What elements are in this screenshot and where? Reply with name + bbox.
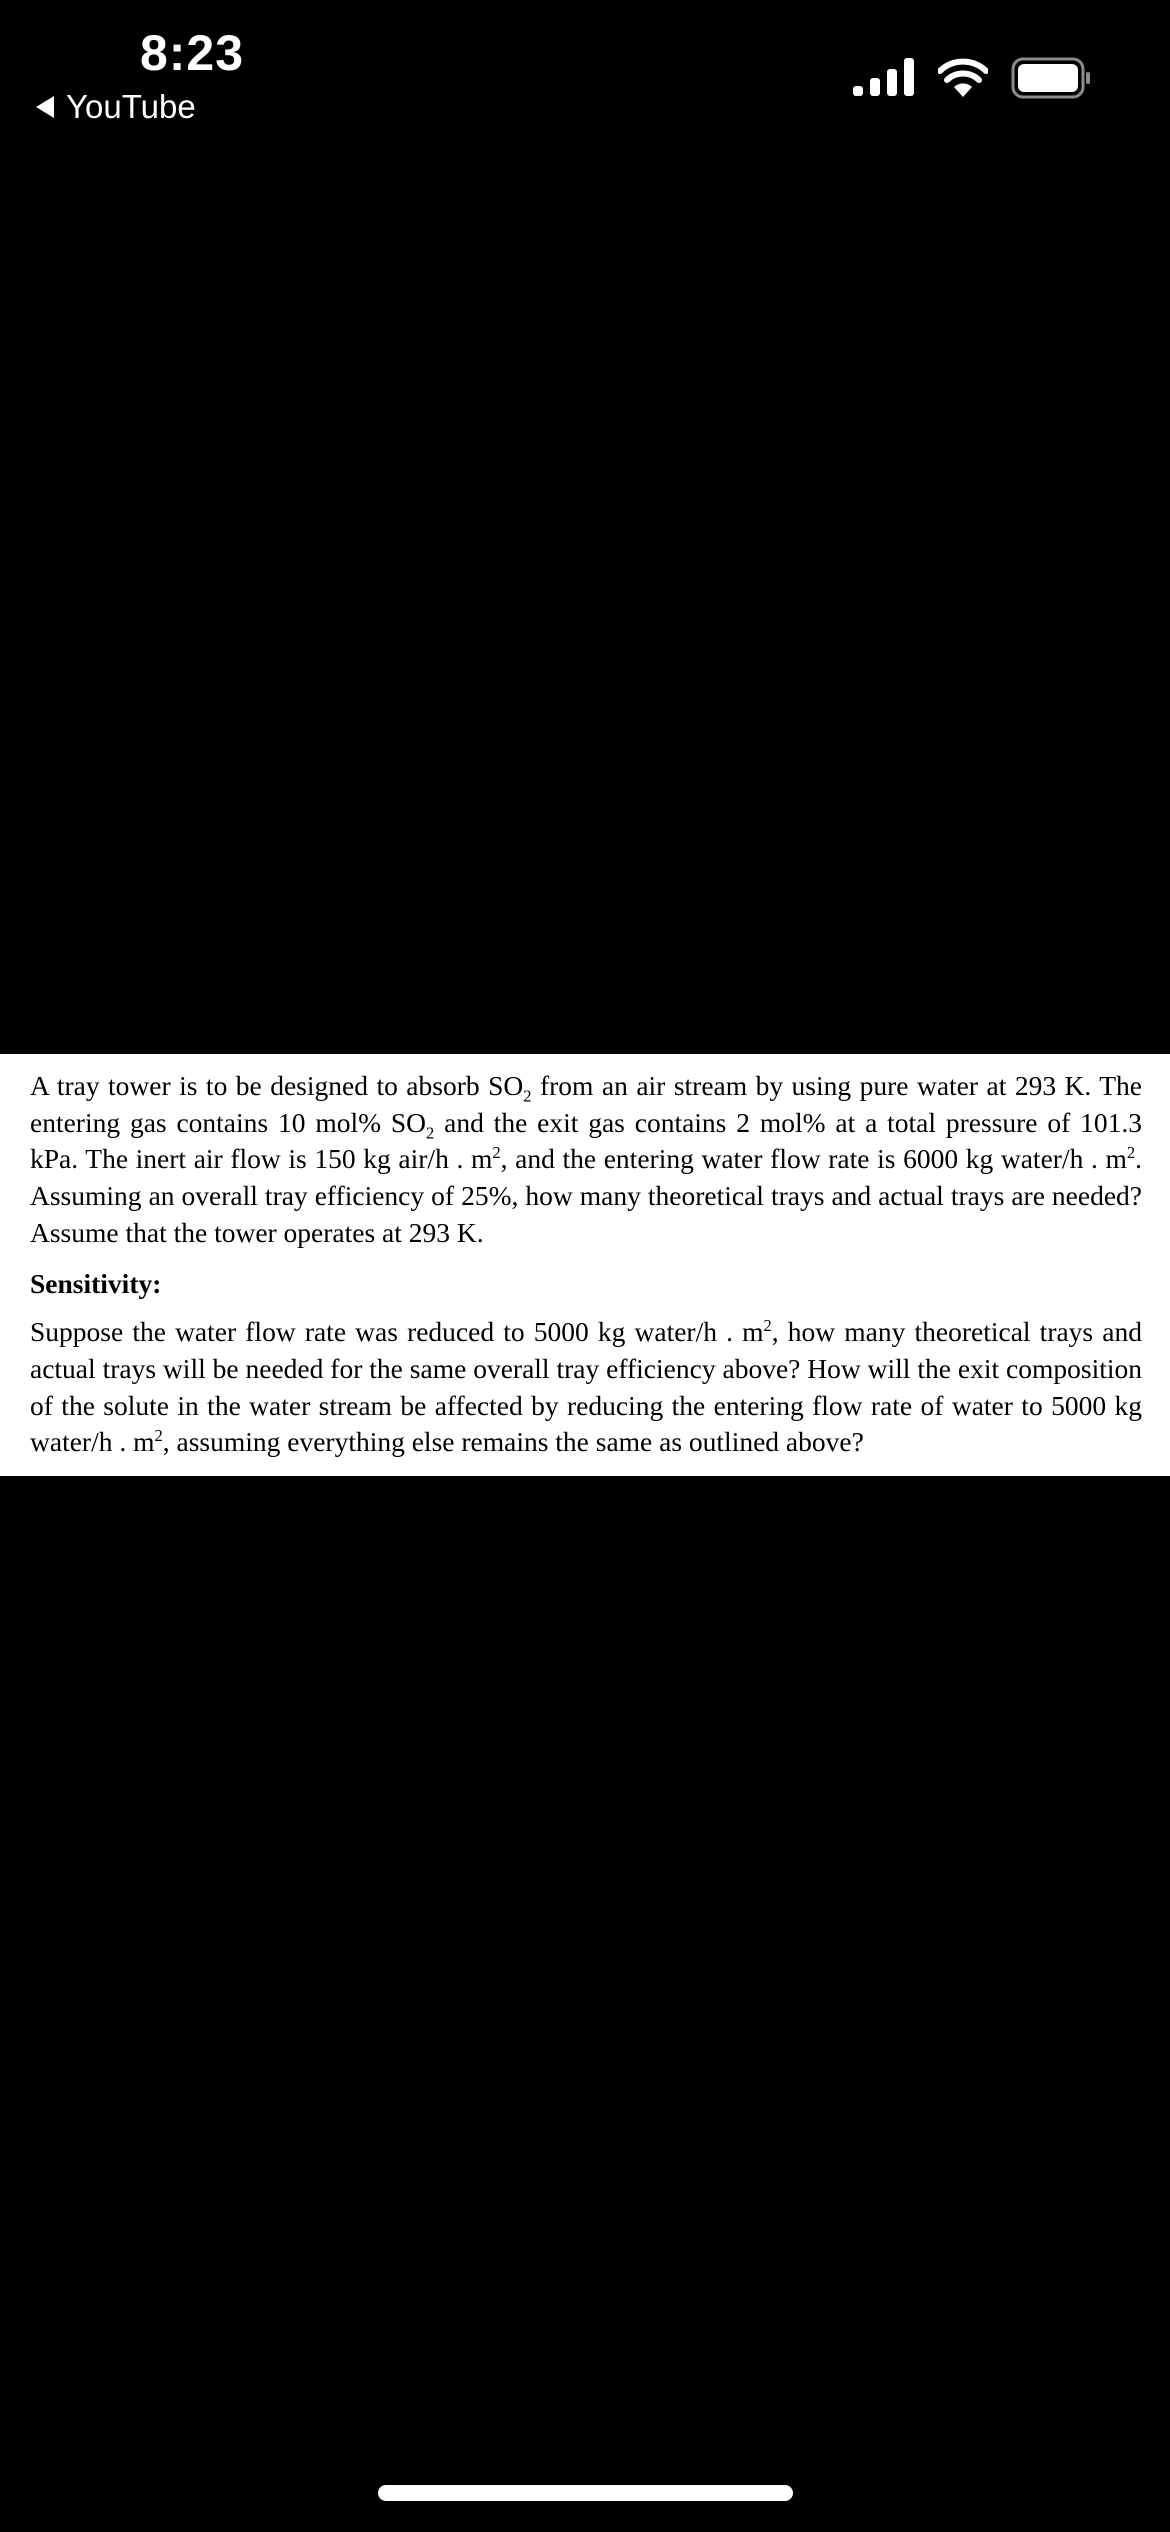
battery-icon [1011,57,1091,99]
back-to-app-button[interactable] [36,88,196,126]
document-text [30,1068,1142,1461]
sensitivity-question: Suppose the water flow rate was reduced to 5000 kg water/h . $m^2$, how many theoretical trays and actual trays will be needed for the same overall tray efficiency above? How will the exit composition of the solute in the water stream be affected by reducing the entering flow rate of water to 5000 kg water/h . $m^2$, assuming everything else remains the same as outlined above? [30,1316,1142,1458]
home-indicator[interactable] [378,2485,793,2501]
problem-statement: A tray tower is to be designed to absorb $SO_2$ from an air stream by using pure water at 293 K. The entering gas contains 10 mol% $SO_2$ and the exit gas contains 2 mol% at a total pressure of 101.3 kPa. The inert air flow is 150 kg air/h . $m^2$, and the entering water flow rate is 6000 kg water/h . $m^2$. Assuming an overall tray efficiency of 25%, how many theoretical trays and actual trays are needed? Assume that the tower operates at 293 K. [30,1070,1142,1248]
back-app-label: YouTube [66,88,196,125]
sensitivity-heading: Sensitivity: [30,1267,162,1299]
wifi-icon [938,55,988,97]
status-time: 8:23 [139,25,245,81]
back-arrow-icon [36,96,54,118]
signal-bars-icon [853,58,915,96]
status-bar [0,0,1170,140]
problem-document [0,1054,1170,1476]
